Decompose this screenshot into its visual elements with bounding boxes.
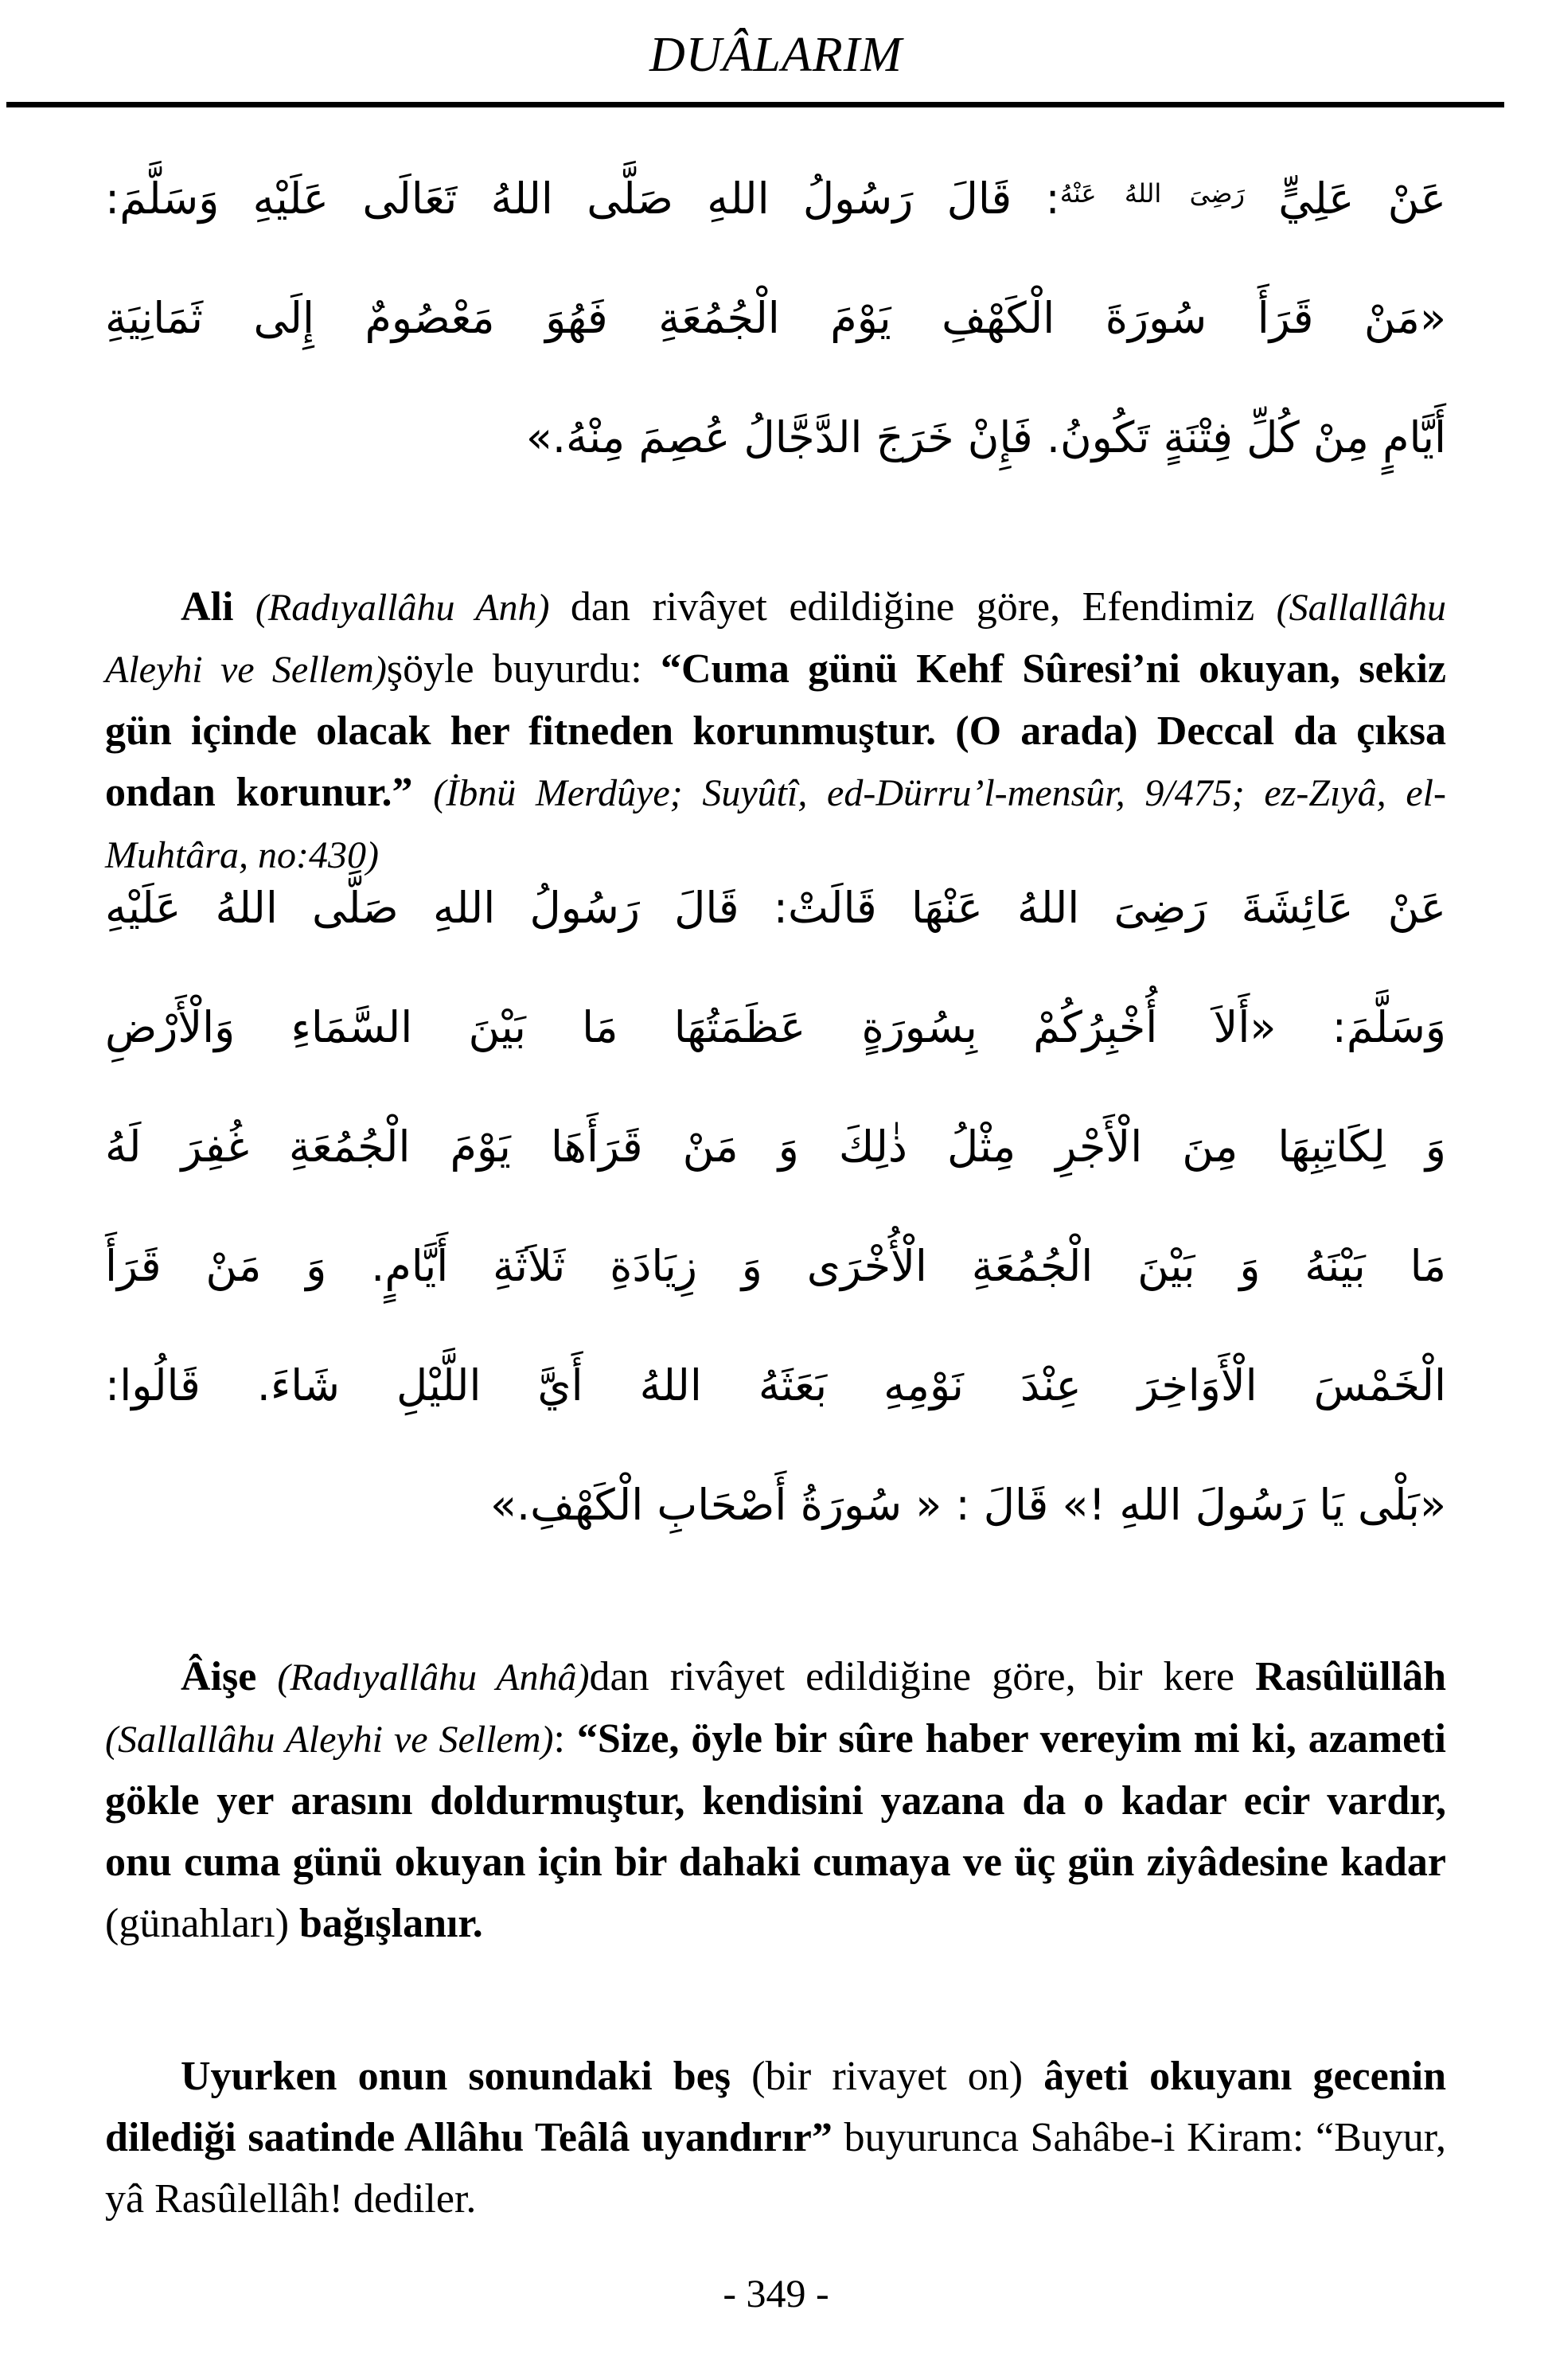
hadith-text-bold-end: bağışlanır. bbox=[299, 1901, 483, 1946]
arabic-line-7: مَا بَيْنَهُ وَ بَيْنَ الْجُمُعَةِ الْأُخْرَى وَ زِيَادَةِ ثَلاَثَةِ أَيَّامٍ. وَ مَنْ قَرَأَ bbox=[105, 1241, 1446, 1291]
prophet-title: Rasûlüllâh bbox=[1255, 1654, 1446, 1699]
radiyallahu-anhu-ligature: رَضِىَ اللهُ عَنْهُ bbox=[1059, 178, 1245, 209]
parenthetical-gloss: (bir rivayet on) bbox=[751, 2054, 1044, 2099]
parenthetical-gloss: (günahları) bbox=[105, 1901, 300, 1946]
header-divider bbox=[6, 102, 1504, 107]
hadith2-translation-paragraph-2 bbox=[105, 2046, 1446, 2230]
narration-intro: dan rivâyet edildiğine göre, Efendimiz bbox=[570, 584, 1277, 630]
hadith2-arabic-block bbox=[105, 849, 1446, 1565]
arabic-line-1 bbox=[105, 134, 1446, 259]
arabic-line-8: الْخَمْسَ الْأَوَاخِرَ عِنْدَ نَوْمِهِ بَعَثَهُ اللهُ أَيَّ اللَّيْلِ شَاءَ. قَالُوا: bbox=[105, 1360, 1446, 1410]
hadith2-translation-paragraph bbox=[105, 1646, 1446, 1954]
honorific-narrator: (Radıyallâhu Anh) bbox=[255, 587, 571, 629]
colon-separator: : bbox=[553, 1716, 577, 1762]
hadith1-translation-paragraph bbox=[105, 576, 1446, 886]
honorific-prophet: (Sallallâhu Aleyhi ve Sellem) bbox=[105, 1719, 554, 1761]
page-number: - 349 - bbox=[723, 2271, 829, 2316]
narration-link: şöyle buyurdu: bbox=[386, 646, 661, 692]
narrator-name: Ali bbox=[181, 584, 255, 630]
arabic-line-4: عَنْ عَائِشَةَ رَضِىَ اللهُ عَنْهَا قَالَتْ: قَالَ رَسُولُ اللهِ صَلَّى اللهُ عَلَيْهِ bbox=[105, 883, 1446, 933]
arabic-line-2: «مَنْ قَرَأَ سُورَةَ الْكَهْفِ يَوْمَ الْجُمُعَةِ فَهُوَ مَعْصُومٌ إِلَى ثَمَانِيَةِ bbox=[105, 293, 1446, 343]
arabic-line-6: وَ لِكَاتِبِهَا مِنَ الْأَجْرِ مِثْلُ ذٰلِكَ وَ مَنْ قَرَأَهَا يَوْمَ الْجُمُعَةِ غُفِرَ لَهُ bbox=[105, 1122, 1446, 1172]
arabic-line-5: وَسَلَّمَ: «أَلاَ أُخْبِرُكُمْ بِسُورَةٍ عَظَمَتُهَا مَا بَيْنَ السَّمَاءِ وَالْأَرْضِ bbox=[105, 1002, 1446, 1052]
arabic-line-3: أَيَّامٍ مِنْ كُلِّ فِتْنَةٍ تَكُونُ. فَإِنْ خَرَجَ الدَّجَّالُ عُصِمَ مِنْهُ.» bbox=[525, 412, 1446, 462]
hadith-text-bold-cont: âyeti okuyanı gecenin dilediği saatinde Allâhu Teâlâ uyandırır” bbox=[105, 2054, 1446, 2160]
arabic-line-9: «بَلْى يَا رَسُولَ اللهِ !» قَالَ : « سُورَةُ أَصْحَابِ الْكَهْفِ.» bbox=[489, 1480, 1446, 1530]
hadith-text-bold: Uyurken onun sonundaki beş bbox=[181, 2054, 752, 2099]
narrator-name: Âişe bbox=[181, 1654, 278, 1699]
hadith1-arabic-block bbox=[105, 134, 1446, 497]
hadith-text-bold: “Size, öyle bir sûre haber vereyim mi ki, azameti gökle yer arasını doldurmuştur, kendisini yazana da o kadar ecir vardır, onu cuma günü okuyan için bir dahaki cumaya ve üç gün ziyâdesine kadar bbox=[105, 1716, 1446, 1885]
page-title: DUÂLARIM bbox=[649, 28, 903, 82]
narration-intro: dan rivâyet edildiğine göre, bir kere bbox=[589, 1654, 1256, 1699]
arabic-line-1-rest: : قَالَ رَسُولُ اللهِ صَلَّى اللهُ تَعَالَى عَلَيْهِ وَسَلَّمَ: bbox=[105, 174, 1060, 224]
arabic-line-1-opening: عَنْ عَلِيٍّ bbox=[1244, 174, 1447, 224]
honorific-prophet: (Sallallâhu Aleyhi ve Sellem) bbox=[105, 587, 1446, 691]
hadith-text-bold: “Cuma günü Kehf Sûresi’ni okuyan, sekiz gün içinde olacak her fitneden korunmuştur. (O arada) Deccal da çıksa ondan korunur.” bbox=[105, 646, 1447, 815]
source-citation: (İbnü Merdûye; Suyûtî, ed-Dürru’l-mensûr, 9/475; ez-Zıyâ, el-Muhtâra, no:430) bbox=[105, 772, 1446, 876]
narration-closing: buyurunca Sahâbe-i Kiram: “Buyur, yâ Rasûlellâh! dediler. bbox=[105, 2115, 1446, 2222]
honorific-narrator: (Radıyallâhu Anhâ) bbox=[277, 1656, 590, 1699]
